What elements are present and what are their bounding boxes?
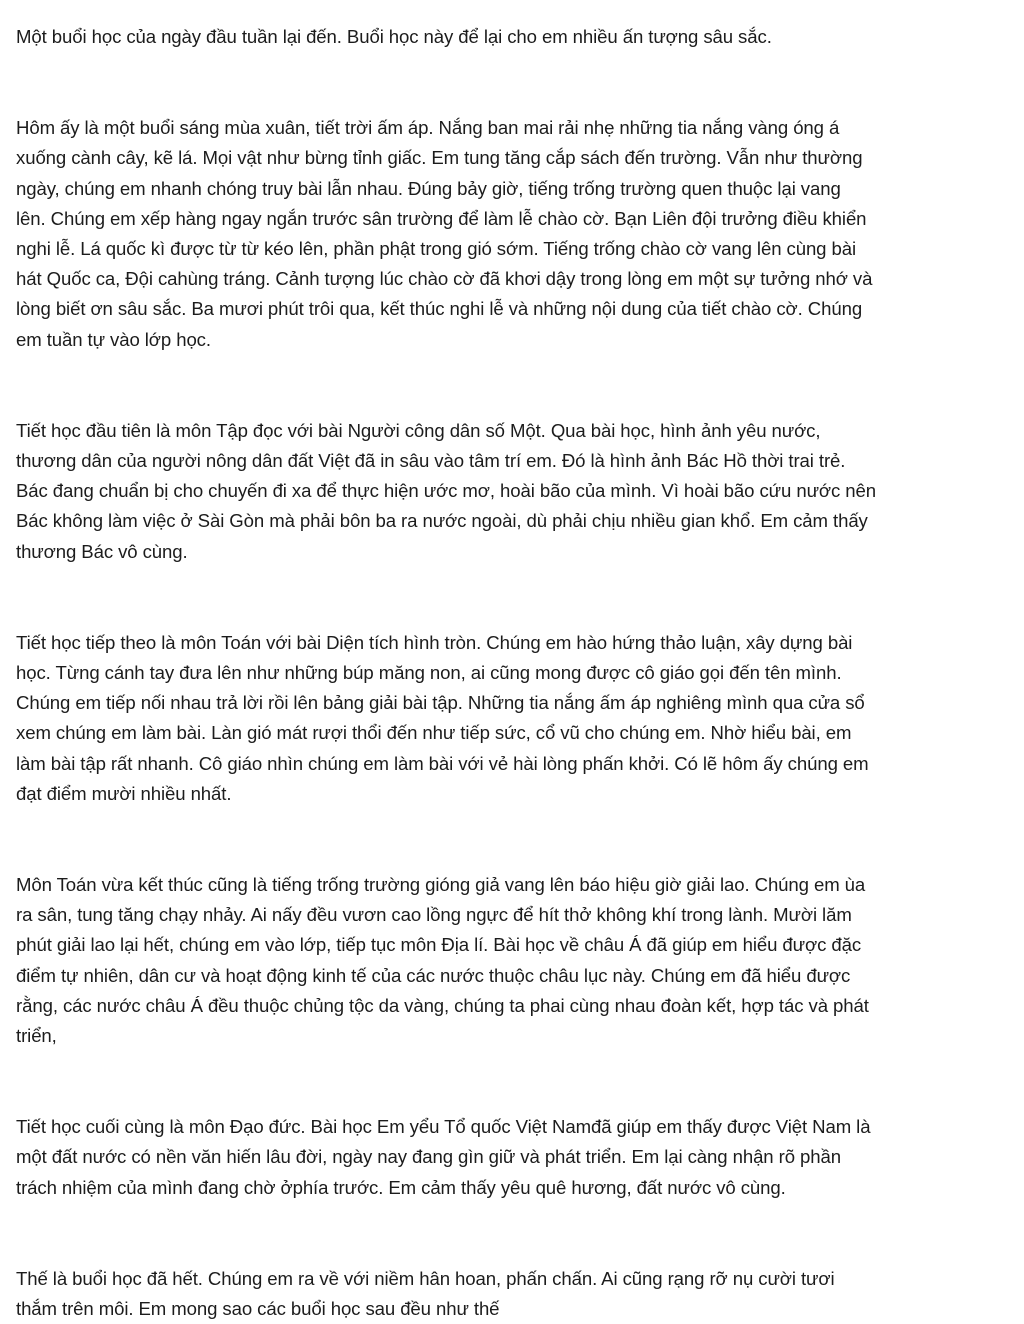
text-line: Hôm ấy là một buổi sáng mùa xuân, tiết trời ấm áp. Nắng ban mai rải nhẹ những tia nắng vàng óng á bbox=[16, 117, 840, 139]
text-line: thương dân của người nông dân đất Việt đã in sâu vào tâm trí em. Đó là hình ảnh Bác Hồ thời trai trẻ. bbox=[16, 450, 846, 472]
text-line: xuống cành cây, kẽ lá. Mọi vật như bừng tỉnh giấc. Em tung tăng cắp sách đến trường. Vẫn như thường bbox=[16, 147, 863, 169]
document-body bbox=[16, 22, 976, 1324]
text-line: điểm tự nhiên, dân cư và hoạt động kinh tế của các nước thuộc châu lục này. Chúng em đã hiểu được bbox=[16, 964, 851, 986]
text-line: Tiết học tiếp theo là môn Toán với bài Diện tích hình tròn. Chúng em hào hứng thảo luận, xây dựng bài bbox=[16, 631, 853, 653]
text-line: Một buổi học của ngày đầu tuần lại đến. Buổi học này để lại cho em nhiều ấn tượng sâu sắc. bbox=[16, 26, 772, 47]
text-line: lên. Chúng em xếp hàng ngay ngắn trước sân trường để làm lễ chào cờ. Bạn Liên đội trưởng điều khiển bbox=[16, 207, 867, 229]
paragraph-math-lesson bbox=[16, 628, 976, 809]
paragraph-reading-lesson bbox=[16, 416, 976, 567]
text-line: Tiết học đầu tiên là môn Tập đọc với bài Người công dân số Một. Qua bài học, hình ảnh yêu nước, bbox=[16, 419, 821, 441]
paragraph-flag-ceremony bbox=[16, 113, 976, 355]
text-line: ngày, chúng em nhanh chóng truy bài lẫn nhau. Đúng bảy giờ, tiếng trống trường quen thuộc lại vang bbox=[16, 177, 841, 199]
text-line: học. Từng cánh tay đưa lên như những búp măng non, ai cũng mong được cô giáo gọi đến tên mình. bbox=[16, 662, 842, 684]
text-line: phút giải lao lại hết, chúng em vào lớp, tiếp tục môn Địa lí. Bài học về châu Á đã giúp em hiểu được đặc bbox=[16, 934, 862, 956]
paragraph-conclusion bbox=[16, 1264, 976, 1324]
text-line: làm bài tập rất nhanh. Cô giáo nhìn chúng em làm bài với vẻ hài lòng phấn khởi. Có lẽ hôm ấy chúng em bbox=[16, 752, 869, 774]
text-line: hát Quốc ca, Đội cahùng tráng. Cảnh tượng lúc chào cờ đã khơi dậy trong lòng em một sự tưởng nhớ và bbox=[16, 268, 873, 290]
text-line: rằng, các nước châu Á đều thuộc chủng tộc da vàng, chúng ta phai cùng nhau đoàn kết, hợp tác và phát bbox=[16, 994, 869, 1016]
text-line: Tiết học cuối cùng là môn Đạo đức. Bài học Em yểu Tổ quốc Việt Namđã giúp em thấy được Việt Nam là bbox=[16, 1116, 871, 1138]
text-line: thắm trên môi. Em mong sao các buổi học sau đều như thế bbox=[16, 1298, 500, 1320]
text-line: em tuần tự vào lớp học. bbox=[16, 328, 211, 350]
text-line: lòng biết ơn sâu sắc. Ba mươi phút trôi qua, kết thúc nghi lễ và những nội dung của tiết chào cờ. Chúng bbox=[16, 298, 863, 320]
text-line: Chúng em tiếp nối nhau trả lời rồi lên bảng giải bài tập. Những tia nắng ấm áp nghiêng mình qua cửa sổ bbox=[16, 692, 865, 714]
text-line: trách nhiệm của mình đang chờ ởphía trước. Em cảm thấy yêu quê hương, đất nước vô cùng. bbox=[16, 1176, 786, 1198]
text-line: thương Bác vô cùng. bbox=[16, 540, 188, 562]
paragraph-ethics-lesson bbox=[16, 1112, 976, 1203]
text-line: đạt điểm mười nhiều nhất. bbox=[16, 782, 232, 804]
text-line: một đất nước có nền văn hiến lâu đời, ngày nay đang gìn giữ và phát triển. Em lại càng nhận rõ phần bbox=[16, 1146, 841, 1168]
text-line: triển, bbox=[16, 1025, 57, 1047]
text-line: nghi lễ. Lá quốc kì được từ từ kéo lên, phần phật trong gió sớm. Tiếng trống chào cờ vang lên cùng bài bbox=[16, 238, 857, 260]
paragraph-break-and-geography bbox=[16, 870, 976, 1051]
text-line: Bác đang chuẩn bị cho chuyến đi xa để thực hiện ước mơ, hoài bão của mình. Vì hoài bão cứu nước nên bbox=[16, 480, 876, 502]
text-line: Môn Toán vừa kết thúc cũng là tiếng trống trường gióng giả vang lên báo hiệu giờ giải lao. Chúng em ùa bbox=[16, 874, 866, 896]
text-line: xem chúng em làm bài. Làn gió mát rượi thổi đến như tiếp sức, cổ vũ cho chúng em. Nhờ hiểu bài, em bbox=[16, 722, 852, 744]
text-line: Bác không làm việc ở Sài Gòn mà phải bôn ba ra nước ngoài, dù phải chịu nhiều gian khổ. Em cảm thấy bbox=[16, 510, 868, 532]
text-line: Thế là buổi học đã hết. Chúng em ra về với niềm hân hoan, phấn chấn. Ai cũng rạng rỡ nụ cười tươi bbox=[16, 1267, 835, 1289]
text-line: ra sân, tung tăng chạy nhảy. Ai nấy đều vươn cao lồng ngực để hít thở không khí trong lành. Mười lăm bbox=[16, 904, 852, 926]
paragraph-intro bbox=[16, 22, 976, 52]
